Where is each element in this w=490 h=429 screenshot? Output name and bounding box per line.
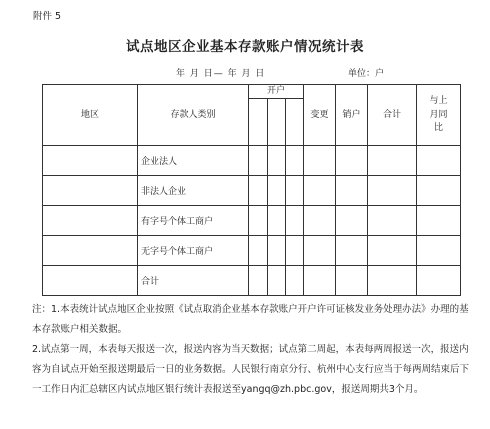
table-row [43, 176, 461, 206]
row-label: 无字号个体工商户 [138, 236, 249, 266]
table-row [43, 206, 461, 236]
region-cell [43, 146, 138, 176]
unit-label: 单位：户 [348, 69, 385, 79]
date-range-line: 年 月 日— 年 月 日 [176, 69, 266, 79]
header-yoy-line-3: 比 [433, 122, 443, 133]
row-label: 合计 [138, 266, 249, 296]
header-yoy [417, 85, 461, 146]
open-subcell-2 [268, 99, 286, 146]
region-cell [43, 206, 138, 236]
statistics-table [42, 84, 461, 296]
header-yoy-line-2: 月同 [429, 109, 448, 120]
notes-section [32, 300, 472, 400]
header-depositor-type: 存款人类别 [138, 85, 249, 146]
row-label: 有字号个体工商户 [138, 206, 249, 236]
header-close-account: 销户 [336, 85, 368, 146]
region-cell [43, 266, 138, 296]
table-row [43, 146, 461, 176]
note-2: 2.试点第一周，本表每天报送一次，报送内容为当天数据；试点第二周起，本表每两周报送一次，报送内容为自试点开始至报送期最后一日的业务数据。人民银行南京分行、杭州中心支行应当于每两周结束后下一工作日内汇总辖区内试点地区银行统计表报送至yangq@zh.pbc.gov，报送周期共3个月。 [32, 344, 470, 395]
header-total: 合计 [368, 85, 417, 146]
header-open-account: 开户 [249, 85, 304, 99]
note-1: 注：1.本表统计试点地区企业按照《试点取消企业基本存款账户开户许可证核发业务处理办法》办理的基本存款账户相关数据。 [32, 304, 469, 335]
open-subcell-3 [286, 99, 304, 146]
header-yoy-line-1: 与上 [429, 96, 448, 107]
form-title: 试点地区企业基本存款账户情况统计表 [126, 39, 364, 55]
open-subcell-1 [249, 99, 268, 146]
table-row [43, 266, 461, 296]
region-cell [43, 236, 138, 266]
row-label: 非法人企业 [138, 176, 249, 206]
attachment-label: 附件 5 [33, 11, 62, 22]
header-region: 地区 [43, 85, 138, 146]
header-change: 变更 [304, 85, 336, 146]
table-row [43, 236, 461, 266]
row-label: 企业法人 [138, 146, 249, 176]
region-cell [43, 176, 138, 206]
